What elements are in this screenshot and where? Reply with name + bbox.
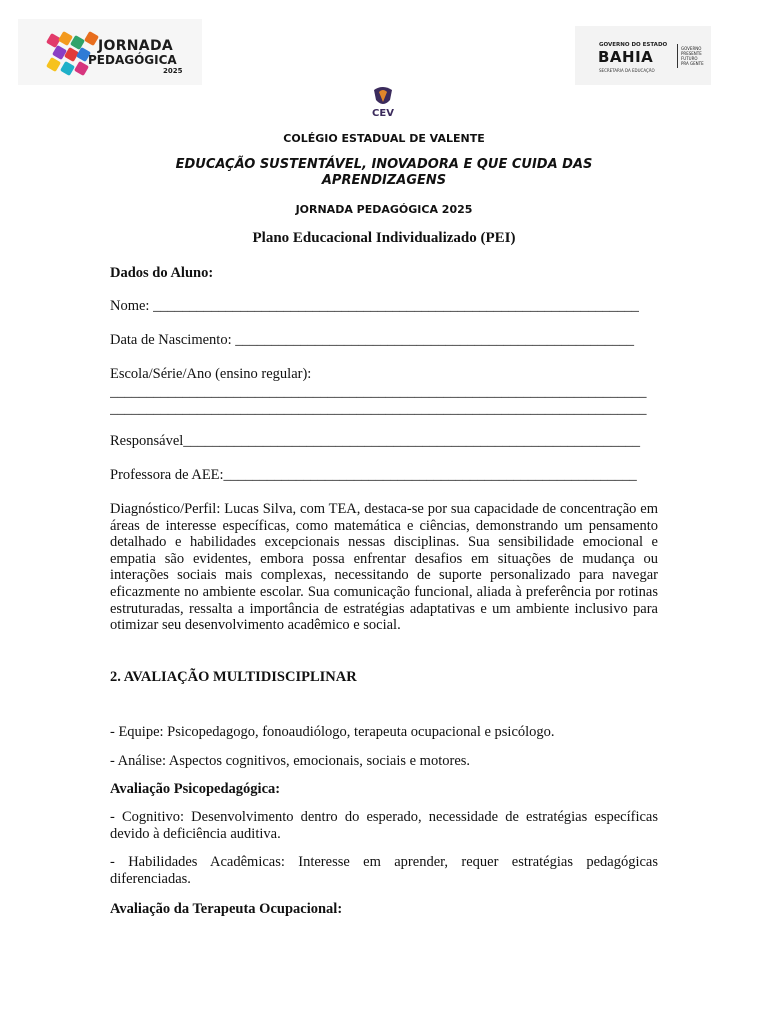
- school-motto: [0, 157, 768, 189]
- logo-text-pedagogica: PEDAGÓGICA: [88, 53, 177, 67]
- logo-text-governo: GOVERNO DO ESTADO: [599, 42, 668, 48]
- cognitive-item: - Cognitivo: Desenvolvimento dentro do esperado, necessidade de estratégias específicas devido à deficiência auditiva.: [110, 809, 658, 842]
- aee-teacher-field: Professora de AEE:_________________________________________________________: [110, 467, 637, 483]
- logo-text-bahia: [598, 49, 653, 65]
- motto-line: APRENDIZAGENS: [321, 173, 447, 188]
- birth-date-field: Data de Nascimento: _______________________________________________________: [110, 332, 634, 348]
- guardian-field: Responsável_______________________________________________________________: [110, 433, 641, 449]
- logo-divider: [677, 44, 678, 68]
- school-grade-label: Escola/Série/Ano (ensino regular):: [110, 366, 312, 382]
- cev-emblem: [368, 86, 398, 120]
- cev-label: CEV: [372, 108, 394, 119]
- motto-line: EDUCAÇÃO SUSTENTÁVEL, INOVADORA E QUE CUIDA DAS: [175, 157, 593, 172]
- evaluation-title: 2. AVALIAÇÃO MULTIDISCIPLINAR: [110, 669, 357, 685]
- psycho-evaluation-title: Avaliação Psicopedagógica:: [110, 781, 281, 797]
- student-section-title: Dados do Aluno:: [110, 265, 214, 281]
- tagline-line: FUTURO: [681, 56, 698, 61]
- logo-text-year: 2025: [163, 67, 183, 75]
- academic-skills-item: - Habilidades Acadêmicas: Interesse em aprender, requer estratégias pedagógicas diferenciadas.: [110, 854, 658, 887]
- governo-bahia-logo: [575, 26, 711, 85]
- tagline-line: GOVERNO: [681, 46, 702, 51]
- school-grade-line: __________________________________________________________________________: [110, 384, 647, 400]
- bahia-word: BAHIA: [598, 48, 654, 66]
- event-title: JORNADA PEDAGÓGICA 2025: [295, 203, 473, 216]
- ot-evaluation-title: Avaliação da Terapeuta Ocupacional:: [110, 901, 343, 917]
- tagline-line: PRESENTE: [681, 51, 702, 56]
- logo-text-secretaria: SECRETARIA DA EDUCAÇÃO: [599, 68, 655, 73]
- team-item: - Equipe: Psicopedagogo, fonoaudiólogo, terapeuta ocupacional e psicólogo.: [110, 724, 555, 740]
- school-grade-line: __________________________________________________________________________: [110, 401, 647, 417]
- logo-text-jornada: JORNADA: [98, 38, 173, 54]
- school-name: COLÉGIO ESTADUAL DE VALENTE: [283, 132, 485, 145]
- tagline-line: PRA GENTE: [681, 61, 704, 66]
- diagnosis-paragraph: Diagnóstico/Perfil: Lucas Silva, com TEA, destaca-se por sua capacidade de concentração em áreas de interesse específicas, como matemática e ciências, demonstrando um pensamento detalhado e habilidades excepcionais nessas disciplinas. Sua sensibilidade emocional e empatia são evidentes, embora possa enfrentar desafios em situações de mudança ou interações sociais mais complexas, necessitando de suporte personalizado para navegar eficazmente no ambiente escolar. Sua comunicação funcional, aliada à preferência por rotinas estruturadas, ressalta a importância de estratégias adaptativas e um ambiente inclusivo para otimizar seu desenvolvimento acadêmico e social.: [110, 501, 658, 634]
- name-field: Nome: ___________________________________________________________________: [110, 298, 639, 314]
- plan-title: Plano Educacional Individualizado (PEI): [252, 230, 516, 246]
- logo-tagline: [681, 46, 704, 66]
- jornada-pedagogica-logo: [18, 19, 202, 85]
- analysis-item: - Análise: Aspectos cognitivos, emocionais, sociais e motores.: [110, 753, 471, 769]
